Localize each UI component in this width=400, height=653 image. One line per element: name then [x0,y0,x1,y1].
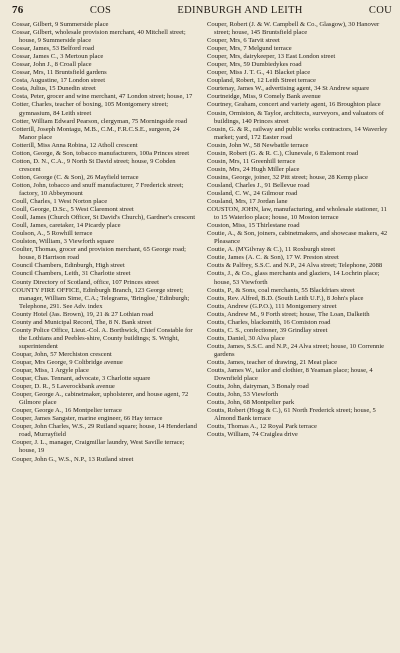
directory-entry: Couper, George A., cabinetmaker, upholsterer, and house agent, 72 Gilmore place [12,391,189,407]
directory-entry: COUNTY FIRE OFFICE, Edinburgh Branch, 123 George street; manager, William Sime, C.A.; Telegrams, 'Bringloe,' Edinburgh; Telephone, 291. See Adv. index [12,286,190,310]
directory-entry: Couper, Mrs, 6 Tarvit street [207,37,280,45]
directory-entry: Couper, James Sangster, marine engineer, 66 Hay terrace [12,415,163,423]
directory-entry: Cousin, Mrs, 24 Hugh Miller place [207,165,300,173]
directory-entry: Coutts, James W., tailor and clothier, 8 Yeaman place; house, 4 Downfield place [207,367,373,383]
directory-entry: Cotton, D. N., C.A., 9 North St David street; house, 9 Cobden crescent [12,157,176,173]
directory-entry: Couper, George A., 16 Montpelier terrace [12,407,122,415]
directory-entry: Coutts, James, teacher of drawing, 21 Meat place [207,358,338,366]
directory-entry: Coull, Charles, 1 West Norton place [12,198,108,206]
columns [12,21,392,464]
directory-entry: Couper, John Charles, W.S., 29 Rutland square; house, 14 Henderland road, Murrayfield [12,423,197,439]
directory-entry: Courtney, Graham, concert and variety agent, 16 Broughton place [207,101,381,109]
directory-entry: Cossar, Gilbert, 9 Summerside place [12,21,109,28]
directory-entry: Couper, J. L., manager, Craigmillar laundry, West Saville terrace; house, 19 [12,439,185,455]
directory-entry: Couper, Robert (J. & W. Campbell & Co., Glasgow), 30 Hanover street; house, 145 Bruntsfield place [207,21,380,37]
directory-entry: Cousin, G. & R., railway and public works contractors, 14 Waverley market; yard, 172 Easter road [207,125,388,141]
directory-entry: Cousin, Mrs, 11 Greenhill terrace [207,157,296,165]
directory-entry: Couper, Mrs, dairykeeper, 13 East London street [207,53,336,61]
directory-entry: Cotton, George (C. & Son), 26 Mayfield terrace [12,173,139,181]
directory-entry: Cotton, John, tobacco and snuff manufacturer, 7 Frederick street; factory, 10 Abbeymount [12,181,184,197]
directory-entry: Cousland, Charles J., 91 Bellevue road [207,181,310,189]
directory-entry: Coutie, A., & Son, joiners, cabinetmakers, and showcase makers, 42 Pleasance [207,230,388,246]
directory-entry: Coupar, Chas. Tennant, advocate, 3 Charlotte square [12,375,151,383]
directory-entry: Coulter, Thomas, grocer and provision merchant, 65 George road; house, 8 Harrison road [12,246,186,262]
directory-entry: Cousin, Ormiston, & Taylor, architects, surveyors, and valuators of buildings, 140 Princes street [207,109,384,125]
directory-entry: Couper, Mrs, 59 Dumbiedykes road [207,61,302,69]
directory-entry: Coutts, Rev. Alfred, B.D. (South Leith U.F.), 8 John's place [207,294,364,302]
directory-entry: Couper, Miss J. T. G., 41 Blacket place [207,69,311,77]
directory-entry: Coutts, John, 68 Montpelier park [207,399,295,407]
directory-entry: Coutts, James, S.S.C. and N.P., 24 Alva street; house, 10 Corrennie gardens [207,342,385,358]
directory-entry: Coutts, Andrew M., 9 Forth street; house, The Loan, Dalkeith [207,310,370,318]
directory-entry: Coutts, P., & Sons, coal merchants, 55 Blackfriars street [207,286,355,294]
directory-entry: Cotton, George, & Son, tobacco manufacturers, 100a Princes street [12,149,190,157]
directory-entry: County and Municipal Record, The, 8 N. Bank street [12,318,152,326]
directory-entry: Cotterill, Miss Anna Robina, 12 Atholl crescent [12,141,138,149]
right-column [207,21,392,464]
directory-entry: Cossar, James C., 3 Mertoun place [12,53,104,61]
directory-entry: Coupar, Miss, 1 Argyle place [12,367,89,375]
directory-entry: Coutts & Palfrey, S.S.C. and N.P., 24 Alva street; Telephone, 2088 [207,262,383,270]
directory-entry: Coutts, John, dairyman, 3 Bonaly road [207,383,309,391]
directory-entry: Coutie, James (A. C. & Son), 17 W. Preston street [207,254,339,262]
directory-entry: Cousin, Robert (G. & R. C.), Clunevale, 6 Eslemont road [207,149,359,157]
directory-entry: Cotterill, Joseph Montagu, M.B., C.M., F.R.C.S.E., surgeon, 24 Manor place [12,125,180,141]
directory-entry: Coutts, J., & Co., glass merchants and glaziers, 14 Lochrin place; house, 53 Viewforth [207,270,380,286]
left-column [12,21,197,464]
directory-entry: Coupar, John, 57 Merchiston crescent [12,350,112,358]
directory-entry: Couston, Miss, 15 Thirlestane road [207,222,300,230]
directory-entry: Coutts, Robert (Hogg & C.), 61 North Frederick street; house, 5 Almond Bank terrace [207,407,376,423]
running-head [12,4,392,20]
directory-entry: Courtenay, James W., advertising agent, 34 St Andrew square [207,85,370,93]
directory-entry: Costa, Julius, 15 Dunedin street [12,85,96,93]
directory-entry: Coutts, C. S., confectioner, 39 Grindlay street [207,326,328,334]
directory-entry: County Directory of Scotland, office, 107 Princes street [12,278,159,286]
directory-entry: Coull, James, caretaker, 14 Picardy place [12,222,121,230]
directory-entry: Couper, John G., W.S., N.P., 13 Rutland street [12,455,134,463]
directory-entry: Coupland, Robert, 12 Leith Street terrace [207,77,316,85]
page-title: EDINBURGH AND LEITH [177,5,303,16]
directory-entry: Coull, George, D.Sc., 5 West Claremont street [12,206,134,214]
directory-entry: Coutts, Charles, blacksmith, 16 Comiston road [207,318,331,326]
directory-entry: Courtneidge, Miss, 9 Comely Bank avenue [207,93,321,101]
directory-entry: County Hotel (Jas. Brown), 19, 21 & 27 Lothian road [12,310,154,318]
directory-entry: Coutts, William, 74 Craiglea drive [207,431,298,439]
directory-entry: COUSTON, JOHN, law, manufacturing, and wholesale stationer, 11 to 15 Waterloo place; house, 10 Moston terrace [207,206,387,222]
directory-entry: Couper, Mrs, 7 Melgund terrace [207,45,292,53]
directory-entry: Cossar, Mrs, 11 Bruntsfield gardens [12,69,107,77]
directory-entry: County Police Office, Lieut.-Col. A. Borthwick, Chief Constable for the Lothians and Peebles-shire, County buildings; S. Wright, superintendent [12,326,193,350]
directory-entry: Coutts, Andrew (G.P.O.), 111 Montgomery street [207,302,337,310]
directory-entry: Cousland, Mrs, 17 Jordan lane [207,198,288,206]
directory-entry: Coulston, William, 3 Viewforth square [12,238,115,246]
directory-entry: Coull, James (Church Officer, St David's Church), Gardner's crescent [12,214,196,222]
page-number: 76 [12,4,24,16]
directory-entry: Coutts, Thomas A., 12 Royal Park terrace [207,423,317,431]
directory-entry: Coupar, Mrs George, 9 Coltbridge avenue [12,358,123,366]
directory-entry: Cousins, George, joiner, 32 Pitt street; house, 28 Kemp place [207,173,368,181]
directory-entry: Couper, D. R., 5 Laverockbank avenue [12,383,115,391]
directory-entry: Coutts, John, 53 Viewforth [207,391,279,399]
directory-entry: Coutie, A. (M'Gilvray & C.), 11 Roxburgh street [207,246,336,254]
directory-entry: Coutts, Daniel, 30 Alva place [207,334,285,342]
left-guide-word: COS [89,5,112,16]
directory-entry: Cotter, William Edward Pearson, clergyman, 75 Morningside road [12,117,188,125]
directory-entry: Cousland, C. W., 24 Gilmour road [207,189,298,197]
directory-entry: Council Chambers, Edinburgh, High street [12,262,125,270]
directory-entry: Cossar, Gilbert, wholesale provision merchant, 40 Mitchell street; house, 9 Summerside place [12,29,186,45]
directory-entry: Cossar, James, 53 Belford road [12,45,95,53]
directory-entry: Cotter, Charles, teacher of boxing, 105 Montgomery street; gymnasium, 84 Leith street [12,101,169,117]
directory-entry: Council Chambers, Leith, 31 Charlotte street [12,270,131,278]
directory-entry: Costa, Augustine, 17 London street [12,77,106,85]
directory-entry: Cossar, John J., 8 Croall place [12,61,92,69]
directory-entry: Costa, Peter, grocer and wine merchant, 47 London street; house, 17 [12,93,193,101]
directory-entry: Coulson, A., 5 Rowhill terrace [12,230,93,238]
directory-entry: Cousin, John W., 58 Newbattle terrace [207,141,309,149]
right-guide-word: COU [368,5,392,16]
